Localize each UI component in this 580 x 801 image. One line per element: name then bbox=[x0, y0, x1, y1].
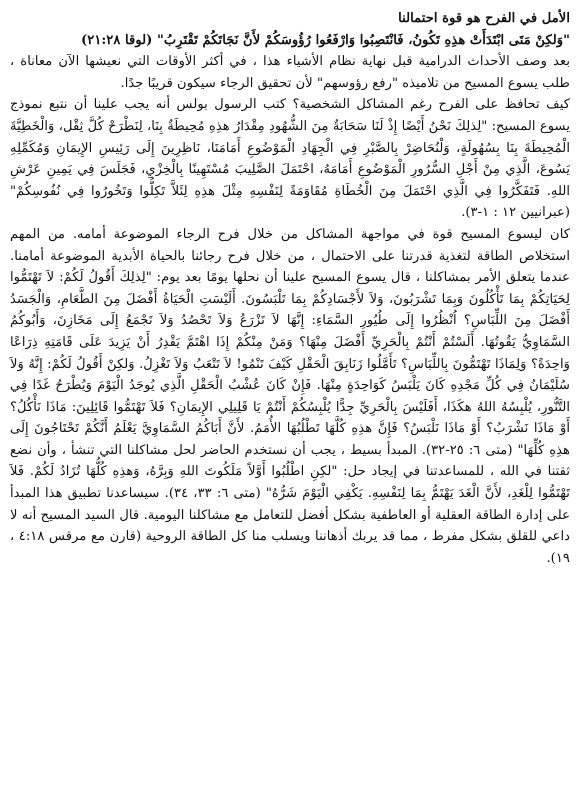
paragraph-intro: بعد وصف الأحداث الدرامية قبل نهاية نظام الأشياء هذا ، في أكثر الأوقات التي نعيشها الآن معاناة ، طلب يسوع المسيح من تلاميذه "رفع رؤوسهم" لأن تحقيق الرجاء سيكون قريبًا جدًا. bbox=[10, 54, 570, 91]
article-title: الأمل في الفرح هو قوة احتمالنا bbox=[398, 11, 570, 26]
epigraph-verse: "وَلكِنْ مَتَى ابْتَدَأَتْ هذِهِ تَكُونُ، فَانْتَصِبُوا وَارْفَعُوا رُؤُوسَكُمْ لأَنَّ نَجَاتَكُمْ تَقْتَرِبُ" (لوقا ٢١:٢٨) bbox=[80, 32, 570, 48]
paragraph-paul-example: كيف تحافظ على الفرح رغم المشاكل الشخصية؟ كتب الرسول بولس أنه يجب علينا أن نتبع نموذج يسوع المسيح: "لِذلِكَ نَحْنُ أَيْضًا إِذْ لَنَا سَحَابَةٌ مِنَ الشُّهُودِ مِقْدَارُ هذِهِ مُحِيطَةٌ بِنَا، لِنَطْرَحْ كُلَّ ثِقْل، وَالْخَطِيَّةَ الْمُحِيطَةَ بِنَا بِسُهُولَةٍ، وَلْنُحَاضِرْ بِالصَّبْرِ فِي الْجِهَادِ الْمَوْضُوعِ أَمَامَنَا، نَاظِرِينَ إِلَى رَئِيسِ الإِيمَانِ وَمُكَمِّلِهِ يَسُوعَ، الَّذِي مِنْ أَجْلِ السُّرُورِ الْمَوْضُوعِ أَمَامَهُ، احْتَمَلَ الصَّلِيبَ مُسْتَهِينًا بِالْخِزْيِ، فَجَلَسَ فِي يَمِينِ عَرْشِ اللهِ. فَتَفَكَّرُوا فِي الَّذِي احْتَمَلَ مِنَ الْخُطَاةِ مُقَاوَمَةً لِنَفْسِهِ مِثْلَ هذِهِ لِئَلاَّ تَكِلُّوا وَتَخُورُوا فِي نُفُوسِكُمْ" (عبرانيين ١٢ : ١-٣). bbox=[10, 97, 570, 221]
paragraph-daily-problems: كان ليسوع المسيح قوة في مواجهة المشاكل من خلال فرح الرجاء الموضوعة أمامه. من المهم استخلاص الطاقة لتغذية قدرتنا على الاحتمال ، من خلال فرح رجائنا بالحياة الأبدية الموضوعة أمامنا. عندما يتعلق الأمر بمشاكلنا ، قال يسوع المسيح علينا أن نحلها يومًا بعد يوم: "لِذلِكَ أَقُولُ لَكُمْ: لاَ تَهْتَمُّوا لِحَيَاتِكُمْ بِمَا تَأْكُلُونَ وَبِمَا تَشْرَبُونَ، وَلاَ لأَجْسَادِكُمْ بِمَا تَلْبَسُونَ. أَلَيْسَتِ الْحَيَاةُ أَفْضَلَ مِنَ الطَّعَامِ، وَالْجَسَدُ أَفْضَلَ مِنَ اللِّبَاسِ؟ اُنْظُرُوا إِلَى طُيُورِ السَّمَاءِ: إِنَّهَا لاَ تَزْرَعُ وَلاَ تَحْصُدُ وَلاَ تَجْمَعُ إِلَى مَخَازِنَ، وَأَبُوكُمُ السَّمَاوِيُّ يَقُوتُهَا. أَلَسْتُمْ أَنْتُمْ بِالْحَرِيِّ أَفْضَلَ مِنْهَا؟ وَمَنْ مِنْكُمْ إِذَا اهْتَمَّ يَقْدِرُ أَنْ يَزِيدَ عَلَى قَامَتِهِ ذِرَاعًا وَاحِدَةً؟ وَلِمَاذَا تَهْتَمُّونَ بِاللِّبَاسِ؟ تَأَمَّلُوا زَنَابِقَ الْحَقْلِ كَيْفَ تَنْمُو! لاَ تَتْعَبُ وَلاَ تَغْزِلُ. وَلكِنْ أَقُولُ لَكُمْ: إِنَّهُ وَلاَ سُلَيْمَانُ فِي كُلِّ مَجْدِهِ كَانَ يَلْبَسُ كَوَاحِدَةٍ مِنْهَا. فَإِنْ كَانَ عُشْبُ الْحَقْلِ الَّذِي يُوجَدُ الْيَوْمَ وَيُطْرَحُ غَدًا فِي التَّنُّورِ، يُلْبِسُهُ اللهُ هكَذَا، أَفَلَيْسَ بِالْحَرِيِّ جِدًّا يُلْبِسُكُمْ أَنْتُمْ يَا قَلِيلِي الإِيمَانِ؟ فَلاَ تَهْتَمُّوا قَائِلِينَ: مَاذَا نَأْكُلُ؟ أَوْ مَاذَا نَشْرَبُ؟ أَوْ مَاذَا نَلْبَسُ؟ فَإِنَّ هذِهِ كُلَّهَا تَطْلُبُهَا الأُمَمُ. لأَنَّ أَبَاكُمُ السَّمَاوِيَّ يَعْلَمُ أَنَّكُمْ تَحْتَاجُونَ إِلَى هذِهِ كُلِّهَا" (متى ٦: ٢٥-٣٢). المبدأ بسيط ، يجب أن نستخدم الحاضر لحل مشاكلنا التي تنشأ ، وأن نضع ثقتنا في الله ، للمساعدتنا في إيجاد حل: "لكِنِ اطْلُبُوا أَوَّلاً مَلَكُوتَ اللهِ وَبِرَّهُ، وَهذِهِ كُلُّهَا تُزَادُ لَكُمْ. فَلاَ تَهْتَمُّوا لِلْغَدِ، لأَنَّ الْغَدَ يَهْتَمُّ بِمَا لِنَفْسِهِ. يَكْفِي الْيَوْمَ شَرُّهُ" (متى ٦: ٣٣، ٣٤). سيساعدنا تطبيق هذا المبدأ على إدارة الطاقة العقلية أو العاطفية بشكل أفضل للتعامل مع مشاكلنا اليومية. قال السيد المسيح أنه لا داعي للقلق بشكل مفرط ، مما قد يربك أذهاننا ويسلب منا كل الطاقة الروحية (قارن مع مرقس ٤:١٨ ، ١٩). bbox=[10, 226, 570, 566]
